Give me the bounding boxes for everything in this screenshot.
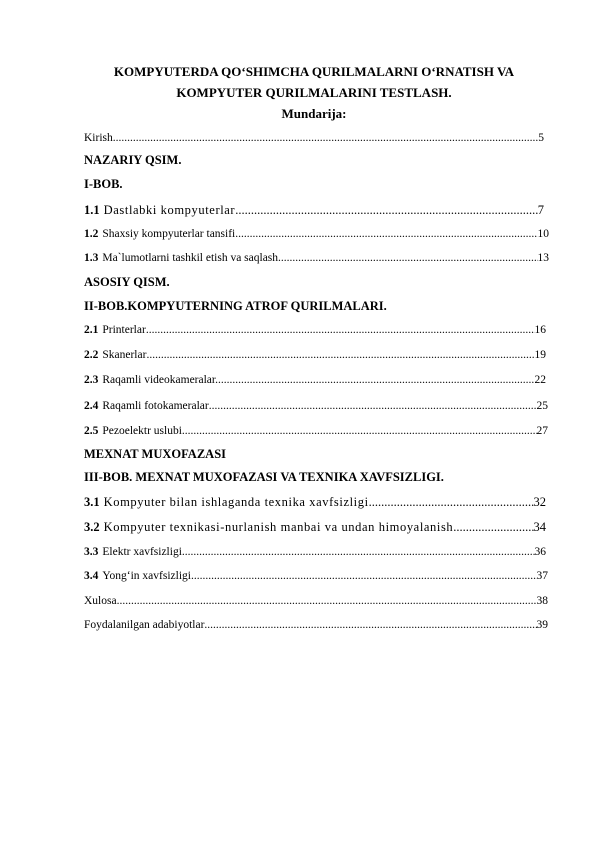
toc-entry-kirish[interactable] <box>84 130 544 146</box>
toc-leader <box>117 593 537 609</box>
toc-label: Pezoelektr uslubi <box>102 425 182 437</box>
toc-entry-1-1[interactable] <box>84 202 544 218</box>
toc-entry-3-4[interactable] <box>84 568 548 584</box>
toc-entry-2-2[interactable] <box>84 347 546 363</box>
toc-number: 2.3 <box>84 374 99 386</box>
toc-page-number: 37 <box>536 570 548 582</box>
toc-label: Yong‘in xavfsizligi <box>102 570 191 582</box>
chapter-heading-3: III-BOB. MEXNAT MUXOFAZASI VA TEXNIKA XAVFSIZLIGI. <box>84 470 444 484</box>
toc-leader <box>235 226 537 242</box>
toc-leader <box>146 322 535 338</box>
toc-label: Dastlabki kompyuterlar <box>103 203 236 217</box>
toc-entry-3-1[interactable] <box>84 494 546 510</box>
toc-label: Kompyuter texnikasi-nurlanish manbai va undan himoyalanish <box>103 520 454 534</box>
toc-page-number: 22 <box>534 374 546 386</box>
toc-leader <box>204 617 536 633</box>
toc-page-number: 5 <box>538 132 544 144</box>
toc-number: 3.1 <box>84 495 100 509</box>
toc-number: 1.3 <box>84 252 99 264</box>
toc-leader <box>209 398 537 414</box>
toc-page-number: 27 <box>536 425 548 437</box>
toc-entry-2-1[interactable] <box>84 322 546 338</box>
toc-entry-1-2[interactable] <box>84 226 549 242</box>
toc-page-number: 13 <box>537 252 549 264</box>
section-heading-nazariy: NAZARIY QSIM. <box>84 153 182 167</box>
toc-leader <box>369 494 534 510</box>
toc-leader <box>191 568 537 584</box>
toc-label: Xulosa <box>84 595 117 607</box>
toc-page-number: 25 <box>536 400 548 412</box>
toc-page-number: 36 <box>534 546 546 558</box>
toc-label: Raqamli fotokameralar <box>102 400 209 412</box>
chapter-heading-1: I-BOB. <box>84 177 123 191</box>
toc-label: Elektr xavfsizligi <box>102 546 182 558</box>
toc-label: Raqamli videokameralar. <box>102 374 218 386</box>
toc-entry-2-4[interactable] <box>84 398 548 414</box>
toc-number: 1.2 <box>84 228 99 240</box>
toc-number: 3.2 <box>84 520 100 534</box>
toc-label: Skanerlar <box>102 349 147 361</box>
toc-label: Kompyuter bilan ishlaganda texnika xavfsizligi <box>103 495 369 509</box>
toc-leader <box>113 130 539 146</box>
toc-page-number: 16 <box>534 324 546 336</box>
toc-leader <box>453 519 533 535</box>
toc-entry-1-3[interactable] <box>84 250 549 266</box>
toc-number: 2.1 <box>84 324 99 336</box>
toc-number: 2.2 <box>84 349 99 361</box>
toc-page-number: 32 <box>533 495 546 509</box>
chapter-heading-2: II-BOB.KOMPYUTERNING ATROF QURILMALARI. <box>84 299 387 313</box>
toc-number: 2.4 <box>84 400 99 412</box>
toc-entry-2-5[interactable] <box>84 423 548 439</box>
toc-entry-adabiyotlar[interactable] <box>84 617 548 633</box>
toc-page-number: 7 <box>537 203 544 217</box>
document-title-line-2: KOMPYUTER QURILMALARINI TESTLASH. <box>176 85 452 100</box>
toc-number: 2.5 <box>84 425 99 437</box>
toc-page-number: 10 <box>537 228 549 240</box>
toc-entry-3-2[interactable] <box>84 519 546 535</box>
toc-number: 1.1 <box>84 203 100 217</box>
section-heading-mexnat: MEXNAT MUXOFAZASI <box>84 447 227 461</box>
toc-leader <box>182 423 537 439</box>
toc-number: 3.4 <box>84 570 99 582</box>
toc-leader <box>235 202 538 218</box>
toc-label: Shaxsiy kompyuterlar tansifi <box>102 228 236 240</box>
toc-leader <box>146 347 534 363</box>
document-title-line-1: KOMPYUTERDA QO‘SHIMCHA QURILMALARNI O‘RNATISH VA <box>113 64 515 79</box>
toc-label: Ma`lumotlarni tashkil etish va saqlash <box>102 252 279 264</box>
toc-leader <box>182 544 535 560</box>
toc-entry-2-3[interactable] <box>84 372 546 388</box>
toc-number: 3.3 <box>84 546 99 558</box>
toc-entry-3-3[interactable] <box>84 544 546 560</box>
section-heading-asosiy: ASOSIY QISM. <box>84 275 170 289</box>
toc-entry-xulosa[interactable] <box>84 593 548 609</box>
toc-page-number: 39 <box>536 619 548 631</box>
contents-heading: Mundarija: <box>281 106 347 121</box>
toc-page-number: 34 <box>533 520 546 534</box>
toc-page-number: 19 <box>534 349 546 361</box>
toc-label: Foydalanilgan adabiyotlar <box>84 619 205 631</box>
toc-label: Printerlar <box>102 324 146 336</box>
toc-leader <box>278 250 537 266</box>
toc-leader <box>218 372 535 388</box>
toc-label: Kirish <box>84 132 113 144</box>
toc-page-number: 38 <box>536 595 548 607</box>
